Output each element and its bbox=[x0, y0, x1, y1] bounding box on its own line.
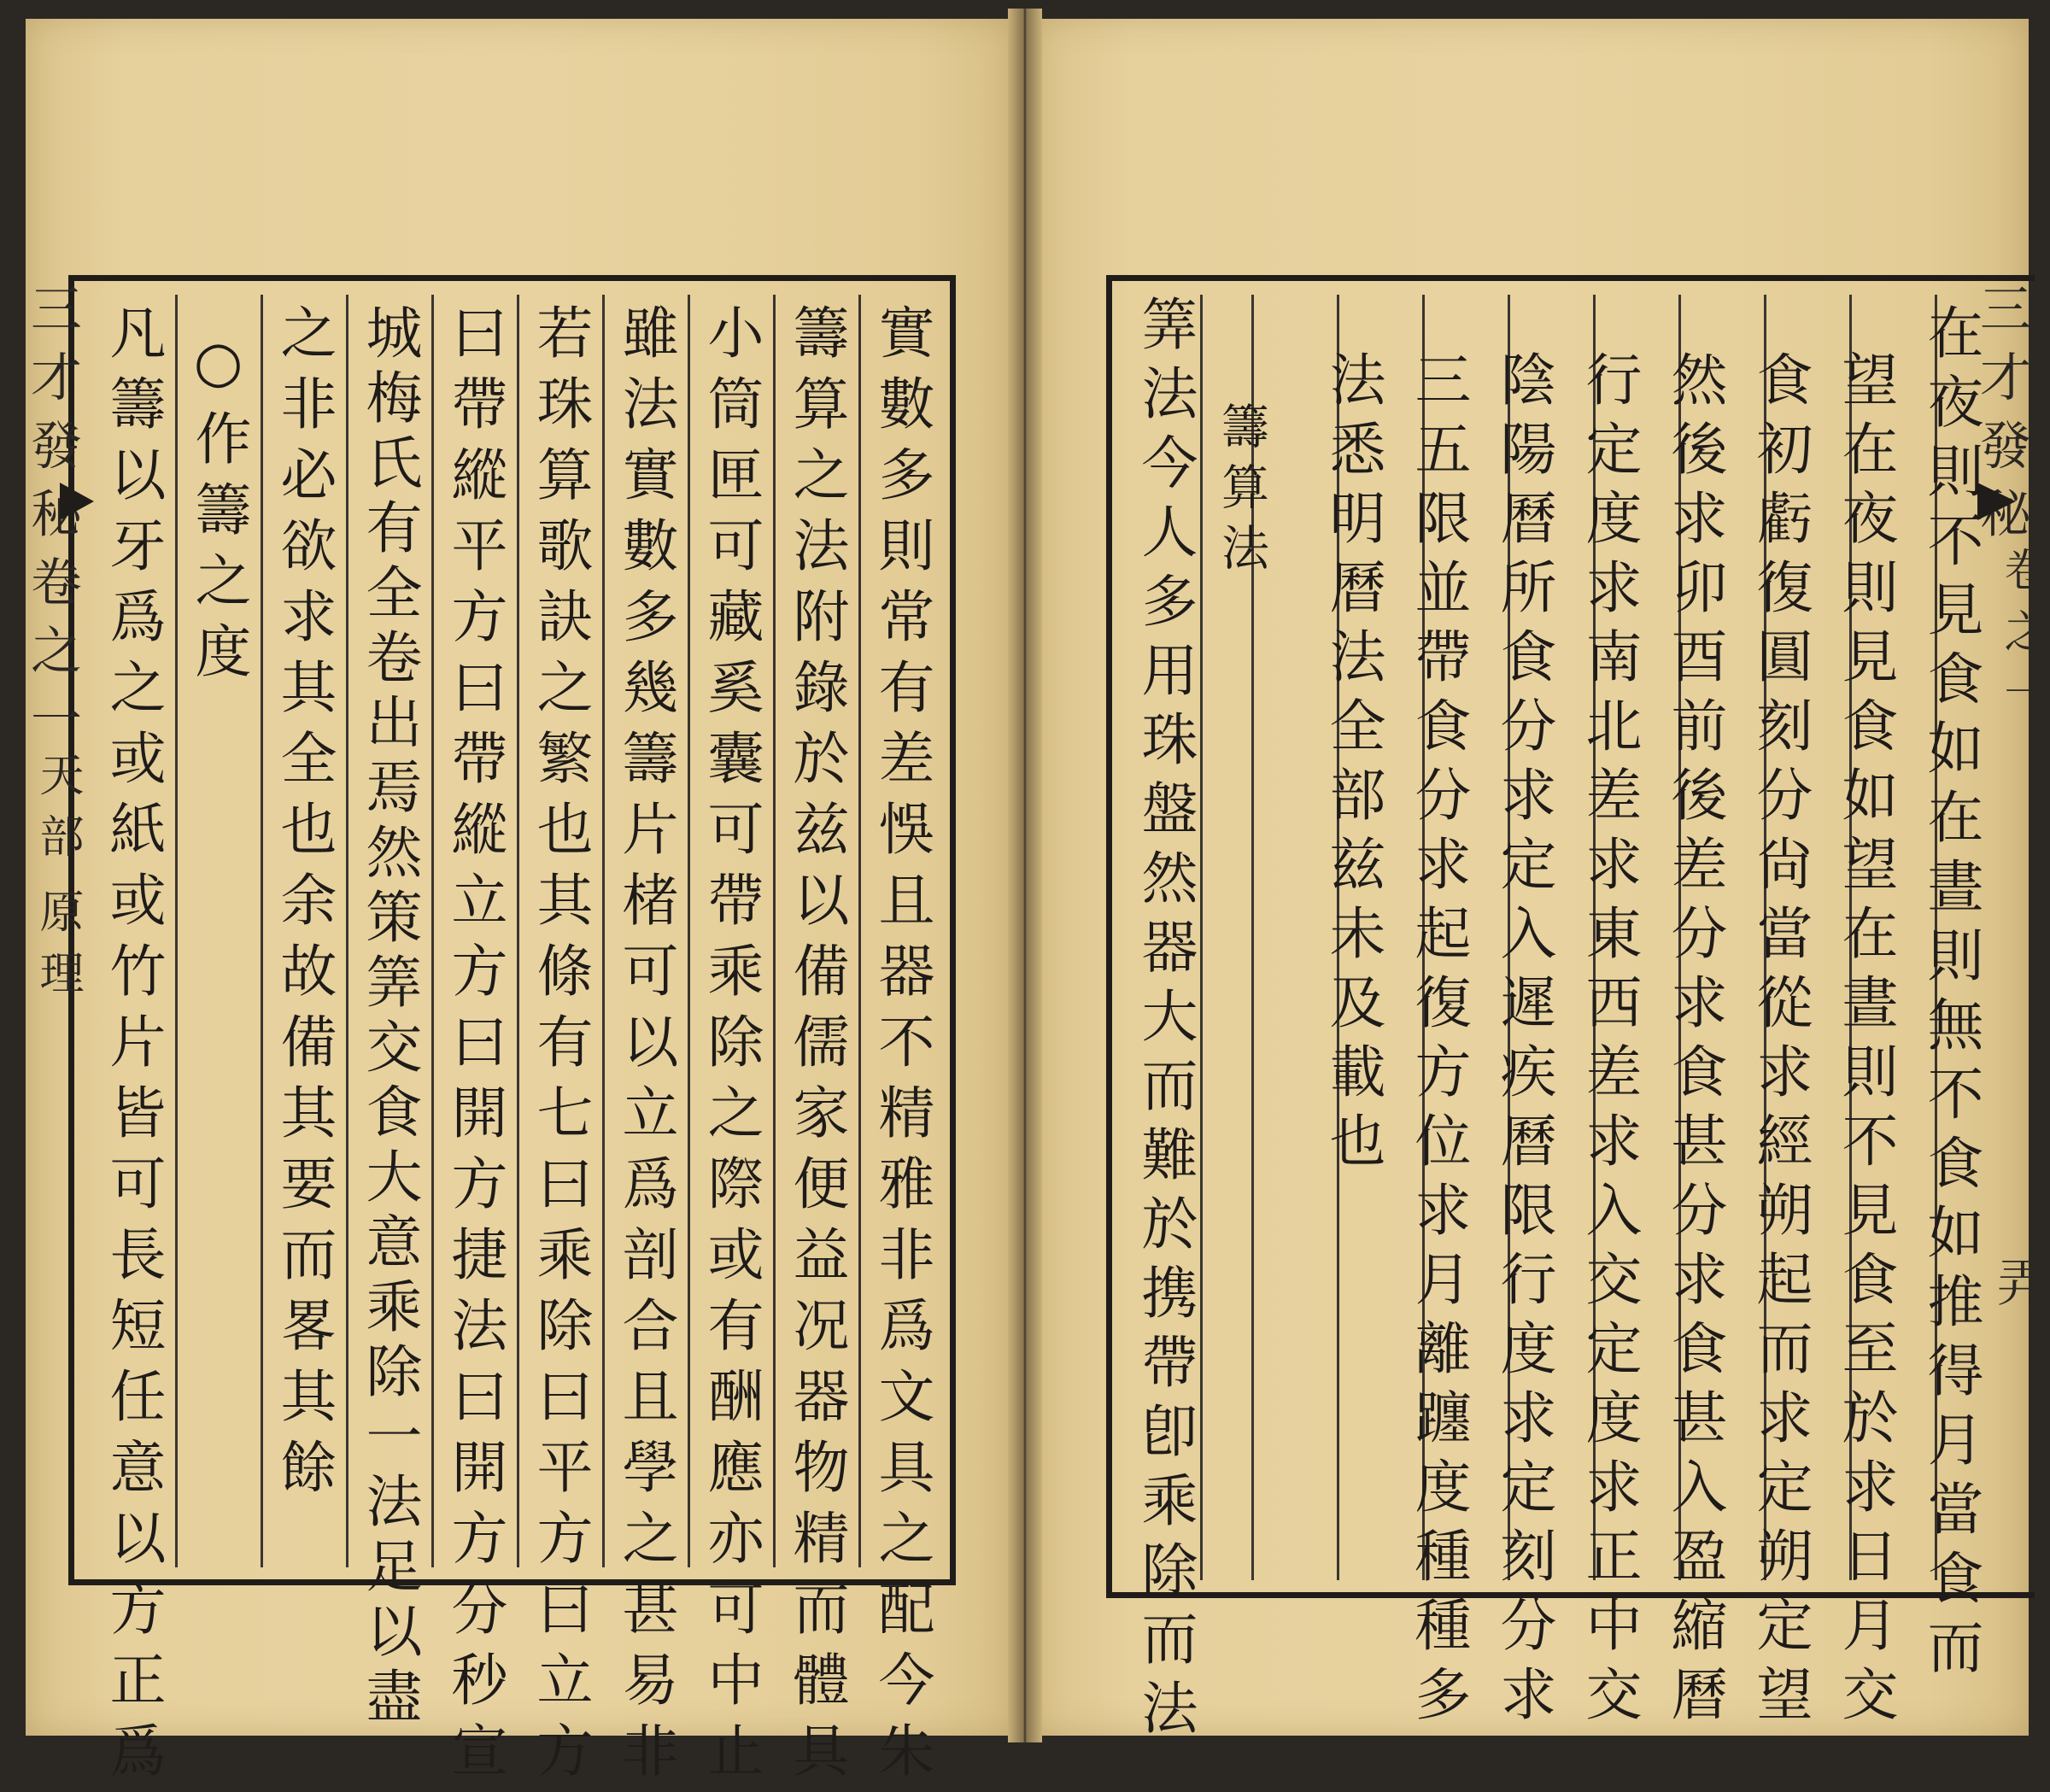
left-margin-sub: 原理 bbox=[32, 888, 83, 1011]
right-text-column: 在夜則不見食如在晝則無不食如推得月當食而 bbox=[1918, 303, 1983, 1687]
right-text-column: 陰陽曆所食分求定入遲疾曆限行度求定刻分求 bbox=[1491, 350, 1556, 1734]
left-column-rule bbox=[602, 295, 605, 1567]
left-text-column: 凡籌以牙爲之或紙或竹片皆可長短任意以方正爲 bbox=[100, 303, 166, 1792]
left-margin-volume: 卷之一 bbox=[22, 555, 82, 760]
left-fishtail-mark bbox=[60, 483, 94, 520]
left-column-rule bbox=[346, 295, 348, 1567]
left-margin-section: 天部 bbox=[32, 752, 83, 875]
left-section-heading: ○作籌之度 bbox=[185, 329, 251, 693]
left-column-rule bbox=[858, 295, 861, 1567]
right-text-column: 食初虧復圓刻分尙當從求經朔起而求定朔定望 bbox=[1747, 350, 1813, 1734]
left-text-column: 籌算之法附錄於兹以備儒家便益况器物精而體具 bbox=[783, 303, 849, 1792]
left-column-rule bbox=[261, 295, 263, 1567]
left-column-rule bbox=[517, 295, 519, 1567]
left-text-column: 城梅氏有全卷出焉然策筭交食大意乘除一法足以盡 bbox=[356, 303, 422, 1731]
left-column-rule bbox=[431, 295, 434, 1567]
left-text-column: 小筒匣可藏奚囊可帶乘除之際或有酬應亦可中止 bbox=[698, 303, 764, 1792]
left-text-column: 之非必欲求其全也余故備其要而畧其餘 bbox=[271, 303, 337, 1508]
right-text-column: 三五限並帶食分求起復方位求月離躔度種種多 bbox=[1405, 350, 1471, 1734]
right-text-column: 然後求卯酉前後差分求食甚分求食甚入盈縮曆 bbox=[1661, 350, 1727, 1734]
right-margin-volume: 卷之一 bbox=[1996, 547, 2047, 731]
left-column-rule bbox=[175, 295, 178, 1567]
left-margin-title: 三才發秘 bbox=[22, 282, 82, 555]
book-gutter bbox=[1008, 9, 1042, 1742]
right-column-rule bbox=[1200, 295, 1203, 1580]
right-text-column: 行定度求南北差求東西差求入交定度求正中交 bbox=[1576, 350, 1642, 1734]
right-margin-title: 三才發秘 bbox=[1971, 282, 2031, 555]
left-text-column: 若珠算歌訣之繁也其條有七曰乘除曰平方曰立方 bbox=[527, 303, 593, 1792]
left-column-rule bbox=[688, 295, 690, 1567]
right-text-column: 法悉明曆法全部兹未及載也 bbox=[1320, 350, 1385, 1180]
left-column-rule bbox=[773, 295, 776, 1567]
right-margin-page-number: 弄 bbox=[1988, 1256, 2048, 1324]
right-text-column: 望在夜則見食如望在晝則不見食至於求日月交 bbox=[1832, 350, 1898, 1734]
left-text-column: 曰帶縱平方曰帶縱立方曰開方捷法曰開方分秒宣 bbox=[442, 303, 507, 1792]
left-text-column: 雖法實數多幾籌片楮可以立爲剖合且學之甚易非 bbox=[612, 303, 678, 1792]
right-text-column: 筭法今人多用珠盤然器大而難於携帶卽乘除而法 bbox=[1132, 295, 1198, 1748]
right-section-heading: 籌算法 bbox=[1214, 401, 1269, 583]
left-text-column: 實數多則常有差悞且器不精雅非爲文具之配今朱 bbox=[869, 303, 934, 1792]
